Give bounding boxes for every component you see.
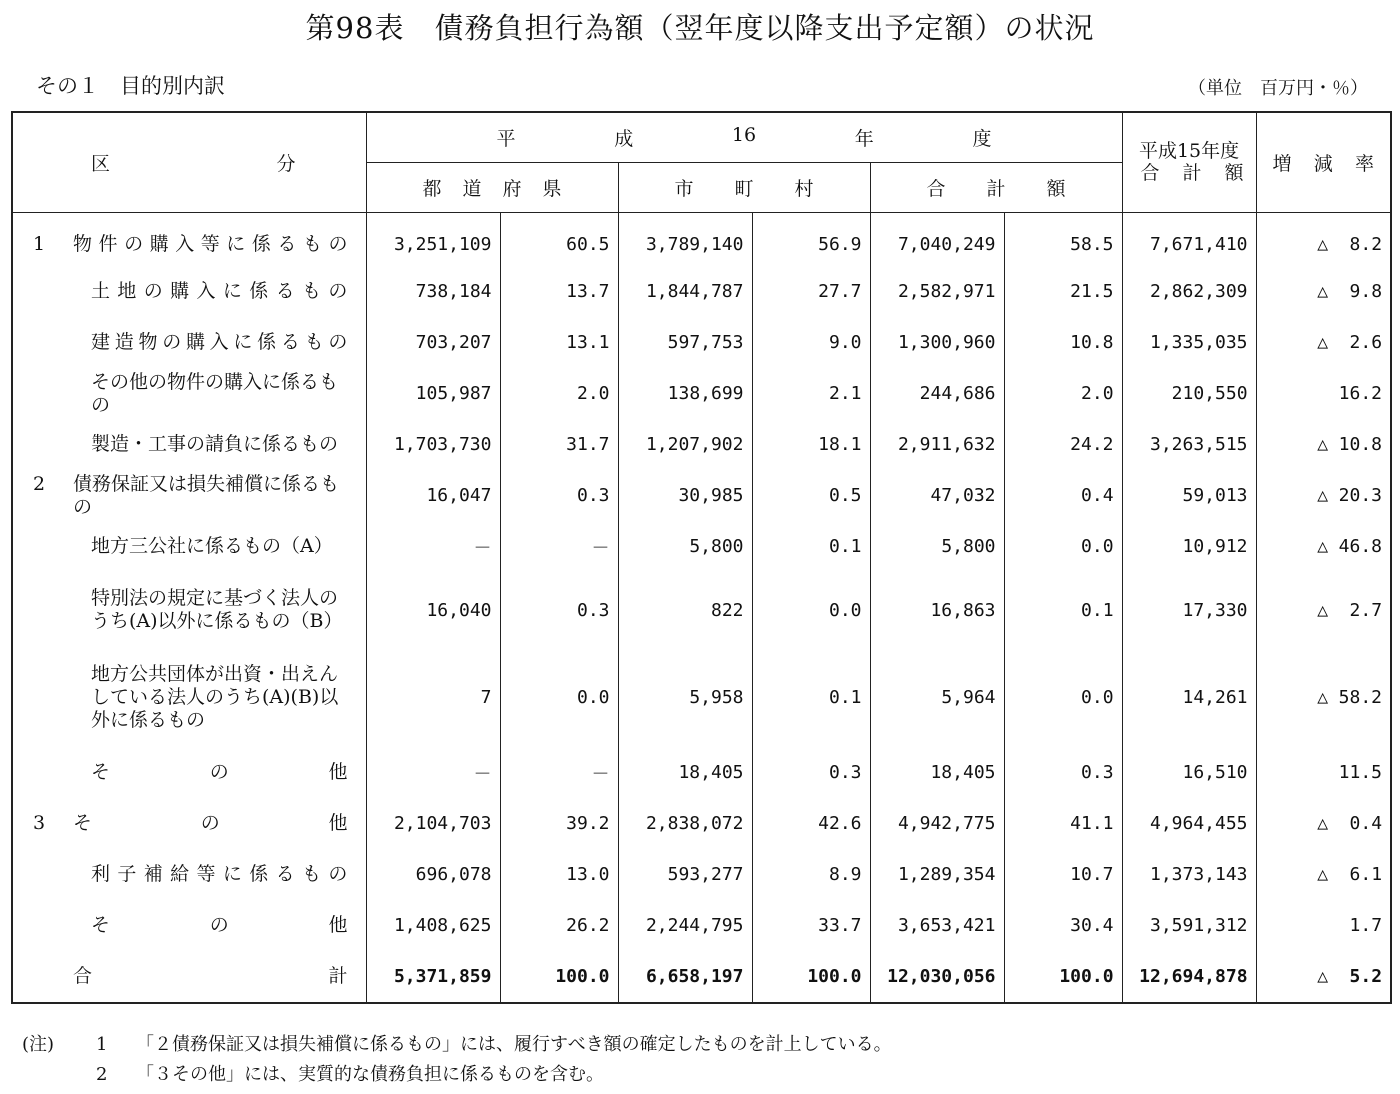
row-number: 3 <box>33 812 46 834</box>
table-row <box>12 368 1391 419</box>
note-number: 2 <box>96 1064 108 1085</box>
header-char: 16 <box>731 123 757 146</box>
total-pct: 21.5 <box>1004 266 1122 317</box>
header-char: 道 <box>462 177 482 200</box>
row-label <box>12 900 366 951</box>
prev-year-value: 16,510 <box>1122 747 1256 798</box>
total-value: 1,300,960 <box>870 317 1004 368</box>
muni-pct: 0.0 <box>752 572 870 648</box>
pref-pct: 39.2 <box>500 798 618 849</box>
rate-value: 11.5 <box>1256 747 1391 798</box>
pref-value: 2,104,703 <box>366 798 500 849</box>
row-label-text: 建 造 物 の 購 入 に 係 る も の <box>91 331 348 353</box>
rate-value: △ 9.8 <box>1256 266 1391 317</box>
row-number <box>33 331 91 354</box>
header-prev-year <box>1122 112 1256 212</box>
header-total-text <box>871 174 1122 201</box>
page-title: 第98表 債務負担行為額（翌年度以降支出予定額）の状況 <box>305 11 1095 45</box>
muni-pct: 0.5 <box>752 470 870 521</box>
header-char: 府 <box>502 177 522 200</box>
row-number <box>33 663 91 732</box>
pref-value: 16,040 <box>366 572 500 648</box>
table-row <box>12 572 1391 648</box>
rate-value: △ 20.3 <box>1256 470 1391 521</box>
prev-year-value: 12,694,878 <box>1122 951 1256 1003</box>
total-pct: 0.3 <box>1004 747 1122 798</box>
row-label <box>12 572 366 648</box>
header-char: 額 <box>1224 162 1244 185</box>
total-pct: 10.7 <box>1004 849 1122 900</box>
header-year-group-text <box>367 124 1122 151</box>
decrease-triangle-icon: △ <box>1317 332 1329 353</box>
muni-pct: 0.1 <box>752 648 870 747</box>
notes <box>22 1030 892 1090</box>
rate-value: △ 2.6 <box>1256 317 1391 368</box>
prev-year-value: 3,591,312 <box>1122 900 1256 951</box>
decrease-triangle-icon: △ <box>1317 599 1329 621</box>
row-label <box>12 470 366 521</box>
muni-value: 1,207,902 <box>618 419 752 470</box>
table-subtitle: その１ 目的別内訳 <box>36 74 225 98</box>
row-label <box>12 317 366 368</box>
row-label-text: そ の 他 <box>91 914 348 936</box>
row-label-text: 地方公共団体が出資・出えんしている法人のうち(A)(B)以外に係るもの <box>91 663 339 731</box>
decrease-triangle-icon: △ <box>1317 813 1329 834</box>
row-label-text: 土 地 の 購 入 に 係 る も の <box>91 280 348 302</box>
pref-value: 1,408,625 <box>366 900 500 951</box>
rate-value: 1.7 <box>1256 900 1391 951</box>
header-char: 分 <box>276 152 296 175</box>
pref-pct: 60.5 <box>500 212 618 266</box>
pref-value: 738,184 <box>366 266 500 317</box>
total-value: 47,032 <box>870 470 1004 521</box>
prev-year-value: 1,373,143 <box>1122 849 1256 900</box>
muni-pct: 27.7 <box>752 266 870 317</box>
note-number: 1 <box>96 1034 108 1055</box>
muni-pct: 0.1 <box>752 521 870 572</box>
row-label-text: 地方三公社に係るもの（A） <box>91 535 333 557</box>
decrease-triangle-icon: △ <box>1317 687 1329 708</box>
pref-pct: 0.3 <box>500 572 618 648</box>
note-text: 「２債務保証又は損失補償に係るもの」には、履行すべき額の確定したものを計上している。 <box>136 1034 892 1055</box>
header-char: 合 <box>1140 162 1160 185</box>
prev-year-value: 7,671,410 <box>1122 212 1256 266</box>
total-value: 4,942,775 <box>870 798 1004 849</box>
pref-pct: 2.0 <box>500 368 618 419</box>
pref-value: 5,371,859 <box>366 951 500 1003</box>
note-row-1 <box>22 1030 892 1060</box>
muni-value: 18,405 <box>618 747 752 798</box>
header-char: 成 <box>614 127 634 150</box>
pref-value: 105,987 <box>366 368 500 419</box>
header-char: 増 <box>1272 152 1292 175</box>
pref-value: 703,207 <box>366 317 500 368</box>
header-pref-text <box>367 174 618 201</box>
header-rate <box>1256 112 1391 212</box>
decrease-triangle-icon: △ <box>1317 281 1329 302</box>
header-muni-text <box>619 174 870 201</box>
rate-value: △ 6.1 <box>1256 849 1391 900</box>
row-number <box>33 371 91 417</box>
header-char: 区 <box>91 152 111 175</box>
muni-value: 1,844,787 <box>618 266 752 317</box>
row-number <box>33 280 91 303</box>
table-row <box>12 521 1391 572</box>
total-pct: 10.8 <box>1004 317 1122 368</box>
muni-pct: 42.6 <box>752 798 870 849</box>
row-label <box>12 747 366 798</box>
row-label-text: そ の 他 <box>73 812 348 834</box>
muni-pct: 33.7 <box>752 900 870 951</box>
muni-pct: 8.9 <box>752 849 870 900</box>
prev-year-value: 59,013 <box>1122 470 1256 521</box>
total-value: 12,030,056 <box>870 951 1004 1003</box>
row-label <box>12 521 366 572</box>
rate-value: △ 8.2 <box>1256 212 1391 266</box>
row-number: 2 <box>33 472 46 495</box>
muni-value: 5,958 <box>618 648 752 747</box>
row-label <box>12 212 366 266</box>
header-char: 額 <box>1046 177 1066 200</box>
header-char: 率 <box>1355 152 1375 175</box>
note-row-2 <box>22 1060 892 1090</box>
muni-value: 6,658,197 <box>618 951 752 1003</box>
total-value: 5,800 <box>870 521 1004 572</box>
total-value: 2,582,971 <box>870 266 1004 317</box>
header-char: 村 <box>794 177 814 200</box>
pref-value: 696,078 <box>366 849 500 900</box>
rate-value: △ 46.8 <box>1256 521 1391 572</box>
muni-value: 138,699 <box>618 368 752 419</box>
header-char: 計 <box>1182 162 1202 185</box>
debt-burden-table <box>11 111 1392 1004</box>
table-row <box>12 849 1391 900</box>
row-label <box>12 798 366 849</box>
muni-pct: 56.9 <box>752 212 870 266</box>
decrease-triangle-icon: △ <box>1317 966 1329 987</box>
total-pct: 0.0 <box>1004 521 1122 572</box>
muni-value: 2,244,795 <box>618 900 752 951</box>
prev-year-value: 210,550 <box>1122 368 1256 419</box>
table-row <box>12 212 1391 266</box>
rate-value: 16.2 <box>1256 368 1391 419</box>
row-label <box>12 419 366 470</box>
pref-pct: 31.7 <box>500 419 618 470</box>
pref-value: 3,251,109 <box>366 212 500 266</box>
header-char: 市 <box>674 177 694 200</box>
row-label-text: 物 件 の 購 入 等 に 係 る も の <box>73 232 348 255</box>
row-label <box>12 368 366 419</box>
total-value: 3,653,421 <box>870 900 1004 951</box>
pref-pct: 100.0 <box>500 951 618 1003</box>
table-row <box>12 317 1391 368</box>
pref-value: － <box>366 747 500 798</box>
pref-pct: － <box>500 747 618 798</box>
pref-value: 1,703,730 <box>366 419 500 470</box>
pref-pct: 13.1 <box>500 317 618 368</box>
row-label-text: 合 計 <box>73 965 348 987</box>
total-pct: 0.0 <box>1004 648 1122 747</box>
row-number <box>33 433 91 456</box>
table-body <box>12 212 1391 1003</box>
total-pct: 0.4 <box>1004 470 1122 521</box>
row-label-text: そ の 他 <box>91 761 348 783</box>
decrease-triangle-icon: △ <box>1317 536 1329 557</box>
pref-pct: 13.7 <box>500 266 618 317</box>
header-char: 合 <box>926 177 946 200</box>
total-pct: 0.1 <box>1004 572 1122 648</box>
table-row <box>12 900 1391 951</box>
header-char: 町 <box>734 177 754 200</box>
prev-year-value: 3,263,515 <box>1122 419 1256 470</box>
row-label-text: 特別法の規定に基づく法人のうち(A)以外に係るもの（B） <box>91 587 343 632</box>
row-label <box>12 648 366 747</box>
total-value: 2,911,632 <box>870 419 1004 470</box>
total-pct: 100.0 <box>1004 951 1122 1003</box>
prev-year-value: 10,912 <box>1122 521 1256 572</box>
muni-value: 597,753 <box>618 317 752 368</box>
total-value: 1,289,354 <box>870 849 1004 900</box>
row-label-text: その他の物件の購入に係るもの <box>91 370 339 416</box>
header-year-group <box>366 112 1122 162</box>
table-row <box>12 419 1391 470</box>
pref-value: 7 <box>366 648 500 747</box>
prev-year-value: 2,862,309 <box>1122 266 1256 317</box>
header-muni <box>618 162 870 212</box>
pref-pct: 0.0 <box>500 648 618 747</box>
muni-pct: 100.0 <box>752 951 870 1003</box>
rate-value: △ 10.8 <box>1256 419 1391 470</box>
muni-pct: 9.0 <box>752 317 870 368</box>
total-pct: 30.4 <box>1004 900 1122 951</box>
pref-pct: － <box>500 521 618 572</box>
header-char: 減 <box>1313 152 1333 175</box>
row-number <box>33 761 91 784</box>
total-pct: 58.5 <box>1004 212 1122 266</box>
total-value: 16,863 <box>870 572 1004 648</box>
total-row <box>12 951 1391 1003</box>
muni-value: 2,838,072 <box>618 798 752 849</box>
total-value: 5,964 <box>870 648 1004 747</box>
header-category-text <box>13 149 366 176</box>
table-row <box>12 747 1391 798</box>
row-number <box>33 965 73 988</box>
pref-pct: 13.0 <box>500 849 618 900</box>
prev-year-value: 1,335,035 <box>1122 317 1256 368</box>
decrease-triangle-icon: △ <box>1317 434 1329 455</box>
pref-pct: 0.3 <box>500 470 618 521</box>
row-label <box>12 951 366 1003</box>
muni-value: 593,277 <box>618 849 752 900</box>
table-row <box>12 470 1391 521</box>
pref-value: 16,047 <box>366 470 500 521</box>
pref-pct: 26.2 <box>500 900 618 951</box>
decrease-triangle-icon: △ <box>1317 485 1329 506</box>
muni-pct: 2.1 <box>752 368 870 419</box>
total-pct: 41.1 <box>1004 798 1122 849</box>
header-char: 年 <box>854 127 874 150</box>
muni-value: 5,800 <box>618 521 752 572</box>
row-number <box>33 914 91 937</box>
row-label <box>12 849 366 900</box>
prev-year-value: 4,964,455 <box>1122 798 1256 849</box>
rate-value: △ 58.2 <box>1256 648 1391 747</box>
note-text: 「３その他」には、実質的な債務負担に係るものを含む。 <box>136 1064 604 1085</box>
table-row <box>12 266 1391 317</box>
rate-value: △ 0.4 <box>1256 798 1391 849</box>
header-char: 計 <box>986 177 1006 200</box>
table-row <box>12 648 1391 747</box>
note-prefix: (注) <box>22 1034 55 1055</box>
header-total <box>870 162 1122 212</box>
table-row <box>12 798 1391 849</box>
header-rate-text <box>1257 149 1391 176</box>
pref-value: － <box>366 521 500 572</box>
row-label-text: 製造・工事の請負に係るもの <box>91 433 339 455</box>
total-value: 7,040,249 <box>870 212 1004 266</box>
muni-value: 3,789,140 <box>618 212 752 266</box>
rate-value: △ 2.7 <box>1256 572 1391 648</box>
prev-year-value: 17,330 <box>1122 572 1256 648</box>
decrease-triangle-icon: △ <box>1317 864 1329 885</box>
row-label-text: 利 子 補 給 等 に 係 る も の <box>91 863 348 885</box>
header-category <box>12 112 366 212</box>
unit-label: （単位 百万円・％） <box>1188 78 1368 99</box>
total-value: 244,686 <box>870 368 1004 419</box>
row-number <box>33 587 91 633</box>
row-number <box>33 863 91 886</box>
muni-pct: 0.3 <box>752 747 870 798</box>
rate-value: △ 5.2 <box>1256 951 1391 1003</box>
row-number <box>33 535 91 558</box>
row-number: 1 <box>33 232 46 255</box>
total-pct: 24.2 <box>1004 419 1122 470</box>
header-char: 平 <box>496 127 516 150</box>
total-pct: 2.0 <box>1004 368 1122 419</box>
prev-year-value: 14,261 <box>1122 648 1256 747</box>
total-value: 18,405 <box>870 747 1004 798</box>
muni-value: 822 <box>618 572 752 648</box>
header-char: 県 <box>542 177 562 200</box>
header-prev-line1: 平成15年度 <box>1138 140 1240 163</box>
header-char: 度 <box>972 127 992 150</box>
muni-pct: 18.1 <box>752 419 870 470</box>
row-label-text: 債務保証又は損失補償に係るもの <box>73 472 340 518</box>
header-char: 都 <box>422 177 442 200</box>
row-label <box>12 266 366 317</box>
header-pref <box>366 162 618 212</box>
header-prev-line2 <box>1123 162 1256 184</box>
muni-value: 30,985 <box>618 470 752 521</box>
decrease-triangle-icon: △ <box>1317 233 1329 255</box>
